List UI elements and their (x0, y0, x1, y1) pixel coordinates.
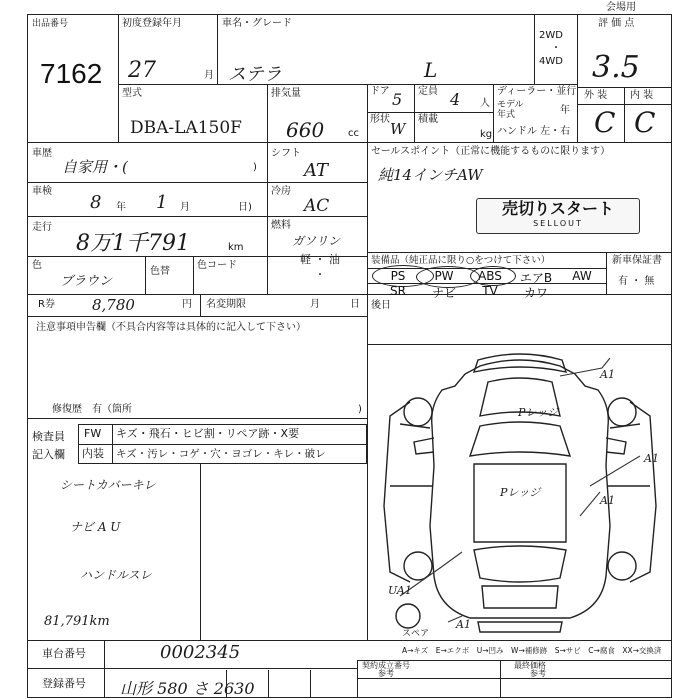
color-label: 色 (32, 260, 42, 271)
divider (577, 14, 578, 142)
top-left-label: 出品番号 (32, 19, 69, 29)
inspection-month: 1 (156, 192, 168, 213)
yen-label: 円 (182, 299, 192, 310)
year-label: 年 (560, 105, 570, 116)
divider (145, 256, 146, 294)
divider (226, 670, 227, 698)
divider (367, 142, 368, 294)
divider (414, 84, 415, 142)
name-change-day: 日 (350, 299, 360, 310)
sales-point-value: 純14インチAW (378, 166, 483, 184)
shape-label: 形状 (370, 114, 390, 125)
lot-number: 7162 (40, 58, 103, 89)
inspector-label-1: 検査員 (32, 430, 65, 443)
displacement-label: 排気量 (271, 88, 301, 99)
model-year-label: モデル 年式 (497, 100, 524, 120)
chassis-label: 車台番号 (42, 647, 86, 660)
divider (78, 444, 367, 445)
sellout-stamp (476, 198, 640, 234)
fuel-dot: ・ (315, 270, 325, 281)
color-code-label: 色コード (197, 260, 237, 271)
divider (367, 640, 672, 641)
repair-close: ) (358, 404, 362, 415)
divider (200, 464, 201, 640)
interior-value: C (634, 106, 656, 139)
month-label: 月 (204, 70, 214, 81)
divider (267, 142, 268, 294)
interior-row-text: キズ・汚レ・コゲ・穴・ヨゴレ・キレ・破レ (116, 448, 326, 460)
drive-2wd: 2WD (539, 30, 563, 41)
recycle-label: R券 (38, 299, 55, 310)
rear-seat-label: 後日 (371, 300, 391, 311)
inspection-month-unit: 月 (180, 202, 190, 213)
equipment-label: 装備品（純正品に限り○をつけて下さい） (371, 255, 551, 266)
grade-score: 3.5 (592, 50, 640, 85)
grade-label: 評 価 点 (598, 18, 635, 29)
drive-4wd: 4WD (539, 56, 563, 67)
spare-label: スペア (402, 629, 430, 639)
divider (27, 316, 367, 317)
equipment-item: PS (390, 269, 406, 283)
divider (118, 84, 577, 85)
divider (104, 640, 105, 698)
type-value: DBA-LA150F (130, 118, 242, 138)
divider (27, 294, 672, 295)
notes-label: 注意事項申告欄（不具合内容等は具体的に記入して下さい） (36, 322, 306, 333)
inspection-label: 車検 (32, 186, 52, 197)
fw-label: FW (84, 427, 102, 440)
contract-label: 契約成立番号 (362, 661, 410, 670)
first-reg-label: 初度登録年月 (122, 18, 182, 29)
equipment-item: ナビ (431, 286, 456, 300)
exterior-value: C (594, 106, 616, 139)
divider (367, 252, 672, 253)
divider (367, 294, 368, 640)
diagram-note-plugs-top: Pレッジ (518, 406, 559, 419)
divider (367, 84, 368, 142)
dealer-label: ディーラー・並行 (497, 86, 577, 97)
diagram-note-right-a1: A1 (644, 452, 659, 465)
handle-label: ハンドル 左・右 (497, 126, 571, 137)
first-reg-year: 27 (128, 58, 156, 83)
capacity-label: 定員 (418, 86, 438, 97)
drive-dot: ・ (551, 43, 561, 54)
plate-label: 登録番号 (42, 677, 86, 690)
equipment-item: ABS (478, 269, 502, 283)
note-mileage: 81,791km (44, 614, 110, 629)
divider (217, 14, 218, 84)
sales-point-label: セールスポイント（正常に機能するものに限ります） (371, 146, 611, 157)
fuel-value: ガソリン (292, 234, 341, 248)
inspector-label-2: 記入欄 (32, 448, 65, 461)
inspection-year-unit: 年 (116, 202, 126, 213)
shape-value: W (390, 120, 406, 138)
equipment-item: TV (482, 284, 498, 298)
divider (200, 294, 201, 316)
divider (534, 14, 535, 84)
door-value: 5 (392, 90, 403, 109)
cc-label: cc (348, 128, 359, 139)
divider (500, 660, 501, 698)
divider (267, 84, 268, 142)
shift-value: AT (304, 160, 329, 181)
equipment-item: AW (572, 269, 592, 283)
divider (27, 418, 367, 419)
divider (27, 182, 367, 183)
ac-label: 冷房 (271, 186, 291, 197)
diagram-note-a1-top: A1 (600, 368, 615, 381)
history-close: ) (253, 162, 257, 173)
diagram-note-right-a1b: A1 (600, 494, 615, 507)
model-label: 車名・グレード (222, 18, 292, 29)
note-navi: ナビ A U (70, 520, 121, 534)
stamp-main-text: 売切りスタート (501, 199, 614, 218)
fw-text: キズ・飛石・ヒビ割・リペア跡・X要 (116, 427, 300, 440)
divider (310, 670, 311, 698)
history-label: 車歴 (32, 148, 52, 159)
divider (27, 640, 367, 641)
repair-label: 修復歴 有（箇所 (52, 404, 132, 415)
divider (367, 344, 672, 345)
divider (357, 678, 672, 679)
recycle-value: 8,780 (92, 296, 135, 314)
inspection-day-unit: 日) (238, 202, 252, 213)
diagram-note-plugs-mid: Pレッジ (500, 486, 541, 499)
divider (27, 216, 367, 217)
chassis-value: 0002345 (160, 642, 241, 663)
history-value: 自家用・( (62, 158, 128, 176)
mileage-label: 走行 (32, 222, 52, 233)
load-label: 積載 (418, 114, 438, 125)
reference-label-2: 参考 (530, 669, 546, 678)
fuel-options: 軽 ・ 油 (300, 253, 340, 266)
damage-legend: A→キズ E→エクボ U→凹み W→補修跡 S→サビ C→腐食 XX→交換済 (402, 646, 662, 655)
person-label: 人 (480, 98, 490, 109)
note-handle: ハンドルスレ (80, 568, 152, 582)
grade-value: L (424, 58, 438, 82)
name-change-label: 名変期限 (206, 299, 246, 310)
color-value: ブラウン (60, 274, 113, 289)
capacity-value: 4 (450, 90, 461, 109)
equipment-item: PW (434, 269, 454, 283)
divider (493, 84, 494, 142)
divider (193, 256, 194, 294)
exterior-label: 外 装 (584, 90, 608, 101)
stamp-sub-text: SELLOUT (533, 219, 583, 228)
fuel-label: 燃料 (271, 220, 291, 231)
divider (27, 142, 672, 143)
divider (367, 112, 493, 113)
equipment-item: SR (390, 284, 406, 298)
final-price-label: 最終価格 (514, 661, 546, 670)
km-label: km (228, 242, 244, 253)
interior-label: 内 装 (630, 90, 654, 101)
diagram-note-left-ua1: UA1 (388, 584, 412, 597)
mileage-value: 8万1千791 (76, 231, 190, 256)
name-change-month: 月 (310, 299, 320, 310)
equipment-item: エアB (519, 271, 553, 285)
top-right-label: 会場用 (606, 2, 636, 13)
note-seat-cover: シートカバーキレ (60, 478, 156, 492)
divider (118, 14, 119, 142)
color-change-label: 色替 (150, 266, 170, 277)
inspection-year: 8 (90, 192, 102, 213)
divider (624, 87, 625, 142)
displacement-value: 660 (286, 118, 325, 142)
warranty-label: 新車保証書 (612, 255, 662, 266)
door-label: ドア (370, 86, 390, 97)
divider (606, 252, 607, 294)
plate-value: 山形 580 さ 2630 (120, 679, 255, 698)
divider (27, 668, 357, 669)
divider (112, 424, 113, 464)
interior-row-label: 内装 (82, 447, 104, 460)
equipment-item: カワ (523, 286, 548, 300)
kg-label: kg (480, 129, 493, 140)
divider (268, 670, 269, 698)
diagram-note-bottom-a1: A1 (456, 618, 471, 631)
type-label: 型式 (122, 88, 142, 99)
circle-mark (470, 266, 516, 286)
ac-value: AC (304, 196, 330, 216)
shift-label: シフト (271, 148, 301, 159)
reference-label: 参考 (378, 669, 394, 678)
model-name: ステラ (228, 64, 282, 85)
warranty-value: 有 ・ 無 (618, 276, 655, 287)
